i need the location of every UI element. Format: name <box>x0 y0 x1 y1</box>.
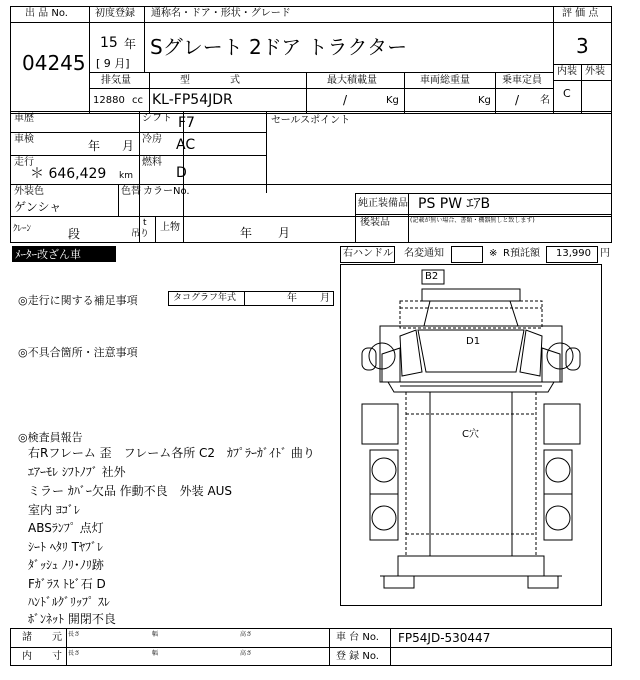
mileage-label: 走行 <box>14 157 34 168</box>
interior-width-label: 幅 <box>152 650 159 657</box>
mileage-value: ＊ 646,429 <box>30 166 107 182</box>
first-reg-year-unit: 年 <box>124 37 137 51</box>
name-label: 通称名・ドア・形状・グレード <box>151 8 291 19</box>
report-line: ﾀﾞｯｼｭ ﾉﾘ･ﾉﾘ跡 <box>28 558 104 572</box>
drive-side: 右ハンドル <box>343 248 393 259</box>
dimensions-label: 諸 元 <box>22 632 62 643</box>
interior-grade: C <box>563 87 571 100</box>
color-label: 外装色 <box>14 186 44 197</box>
interior-height-label: 高さ <box>240 650 253 657</box>
type-label: 型 式 <box>180 75 240 86</box>
model-name: Sグレート 2ドア トラクター <box>150 35 408 59</box>
diagram-label-c-hole: C穴 <box>462 429 479 440</box>
inspection-label: 車検 <box>14 134 34 145</box>
upper-year: 年 <box>240 226 253 240</box>
gross-weight-unit: Kg <box>478 95 491 106</box>
driving-notes-label: ◎走行に関する補足事項 <box>18 294 138 307</box>
capacity-unit: 名 <box>540 95 550 106</box>
crane-stage: 段 <box>68 227 81 241</box>
color-number-label: カラーNo. <box>143 186 190 197</box>
inspector-report-label: ◎検査員報告 <box>18 431 83 444</box>
ac-value: AC <box>176 137 196 153</box>
tachograph-label: タコグラフ年式 <box>173 293 237 303</box>
first-reg-label: 初度登録 <box>95 8 135 19</box>
inspection-year-unit: 年 <box>88 139 101 153</box>
type-value: KL-FP54JDR <box>152 92 233 108</box>
shift-value: F7 <box>178 115 195 131</box>
shift-label: シフト <box>142 113 172 124</box>
crane-tonnage: t <box>143 218 147 228</box>
chassis-value: FP54JD-530447 <box>398 631 491 645</box>
history-label: 車歴 <box>14 113 34 124</box>
report-line: 右Rフレーム 歪 フレーム各所 C2 ｶﾌﾟﾗｰｶﾞｲﾄﾞ 曲り <box>28 446 315 460</box>
report-line: ﾊﾝﾄﾞﾙｸﾞﾘｯﾌﾟ ｽﾚ <box>28 595 110 609</box>
deposit-mark: ※ <box>489 248 498 259</box>
first-reg-month: [ 9 月] <box>96 57 130 70</box>
mileage-unit: km <box>119 171 133 181</box>
registration-label: 登 録 No. <box>336 651 379 662</box>
chassis-label: 車 台 No. <box>336 632 379 643</box>
lot-number: 04245 <box>22 51 86 75</box>
gross-weight-label: 車両総重量 <box>420 75 470 86</box>
exterior-label: 外装 <box>585 66 605 77</box>
upper-label: 上物 <box>160 222 180 233</box>
color-change-label: 色替 <box>121 186 141 197</box>
diagram-label-d1: D1 <box>466 336 481 347</box>
capacity-value: / <box>515 93 520 107</box>
crane-label: ｸﾚｰﾝ <box>13 224 32 234</box>
dims-width-label: 幅 <box>152 631 159 638</box>
max-load-value: / <box>343 93 348 107</box>
report-line: ABSﾗﾝﾌﾟ 点灯 <box>28 521 104 535</box>
name-change-checkbox <box>451 246 483 263</box>
report-line: Fｶﾞﾗｽ ﾄﾋﾞ石 D <box>28 577 106 591</box>
score-label: 評 価 点 <box>562 8 599 19</box>
interior-length-label: 長さ <box>68 650 81 657</box>
crane-lift: 吊り <box>131 229 150 239</box>
report-line: ミラー ｶﾊﾞｰ欠品 作動不良 外装 AUS <box>28 484 233 498</box>
tachograph-month: 月 <box>320 293 330 304</box>
fuel-label: 燃料 <box>142 157 162 168</box>
displacement-label: 排気量 <box>101 75 131 86</box>
lot-label: 出 品 No. <box>25 8 68 19</box>
defect-notes-label: ◎不具合箇所・注意事項 <box>18 346 138 359</box>
recycle-value: 13,990 <box>556 248 591 259</box>
equipment-label: 純正装備品 <box>358 198 408 209</box>
ac-label: 冷房 <box>142 134 162 145</box>
aftermarket-note: (記載が無い場合、書類・機器無しと致します) <box>410 217 535 224</box>
score-value: 3 <box>576 34 589 58</box>
tampered-badge: ﾒｰﾀｰ改ざん車 <box>12 246 116 262</box>
sales-points-label: セールスポイント <box>271 115 351 126</box>
report-line: ｼｰﾄ ﾍﾀﾘ Tﾔﾌﾞﾚ <box>28 540 103 554</box>
report-line: ﾎﾞﾝﾈｯﾄ 開閉不良 <box>28 612 116 626</box>
displacement-value: 12880 <box>93 95 125 106</box>
diagram-label-b2: B2 <box>425 271 439 282</box>
fuel-value: D <box>176 165 187 181</box>
interior-label: 内装 <box>557 66 577 77</box>
displacement-unit: cc <box>132 95 143 106</box>
max-load-label: 最大積載量 <box>327 75 377 86</box>
dims-height-label: 高さ <box>240 631 253 638</box>
tachograph-year: 年 <box>287 293 297 304</box>
capacity-label: 乗車定員 <box>502 75 542 86</box>
name-change-label: 名変通知 <box>404 248 444 259</box>
upper-month: 月 <box>278 226 291 240</box>
recycle-unit: 円 <box>600 248 610 259</box>
interior-dims-label: 内 寸 <box>22 651 62 662</box>
report-line: 室内 ﾖｺﾞﾚ <box>28 503 80 517</box>
dims-length-label: 長さ <box>68 631 81 638</box>
max-load-unit: Kg <box>386 95 399 106</box>
color-value: ゲンシャ <box>14 200 62 214</box>
aftermarket-label: 後装品 <box>360 217 390 228</box>
equipment-value: PS PW ｴｱB <box>418 196 491 212</box>
recycle-label: R預託額 <box>503 248 540 259</box>
report-line: ｴｱｰﾓﾚ ｼﾌﾄﾉﾌﾞ 社外 <box>28 465 126 479</box>
inspection-month-unit: 月 <box>122 139 135 153</box>
first-reg-year: 15 <box>100 35 118 51</box>
